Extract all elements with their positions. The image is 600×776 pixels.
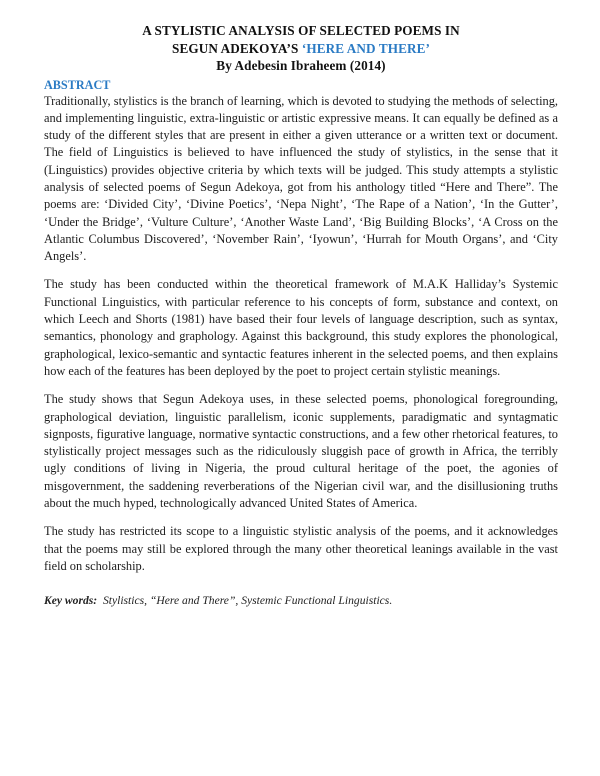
title-anthology-name: ‘HERE AND THERE’: [301, 40, 430, 56]
keywords-value: Stylistics, “Here and There”, Systemic Functional Linguistics.: [97, 594, 393, 608]
abstract-paragraph-1: Traditionally, stylistics is the branch of learning, which is devoted to studying the methods of selecting, and implementing linguistic, extra-linguistic or artistic expressive means. It can equally be defined as a study of the different styles that are present in either a given utterance or a written text or document. The field of Linguistics is believed to have influenced the study of stylistics, in the sense that it (Linguistics) provides objective criteria by which texts will be judged. This study attempts a stylistic analysis of selected poems of Segun Adekoya, got from his anthology titled “Here and There”. The poems are: ‘Divided City’, ‘Divine Poetics’, ‘Nepa Night’, ‘The Rape of a Nation’, ‘In the Gutter’, ‘Under the Bridge’, ‘Vulture Culture’, ‘Another Waste Land’, ‘Big Building Blocks’, ‘A Cross on the Atlantic Columbus Discovered’, ‘November Rain’, ‘Iyowun’, ‘Hurrah for Mouth Organs’, and ‘City Angels’.: [44, 93, 558, 264]
title-line-2: [44, 40, 558, 58]
abstract-paragraph-4: The study has restricted its scope to a linguistic stylistic analysis of the poems, and it acknowledges that the poems may still be explored through the many other theoretical leanings available in the vast field on scholarship.: [44, 524, 558, 573]
title-line-1: A STYLISTIC ANALYSIS OF SELECTED POEMS IN: [142, 23, 460, 38]
author-byline: By Adebesin Ibraheem (2014): [216, 58, 386, 73]
abstract-paragraph-2: The study has been conducted within the theoretical framework of M.A.K Halliday’s Systemic Functional Linguistics, with particular reference to his concepts of form, substance and context, on which Leech and Shorts (1981) have based their four levels of language description, such as syntax, semantics, phonology and graphology. Against this background, this study explores the phonological, graphological, lexico-semantic and syntactic features inherent in the selected poems, and then explains how each of the features has been deployed by the poet to project certain stylistic meanings.: [44, 277, 558, 378]
keywords-line: [44, 592, 558, 609]
document-page: [44, 22, 558, 609]
keywords-label: Key words:: [44, 594, 98, 608]
abstract-paragraph-3: The study shows that Segun Adekoya uses, in these selected poems, phonological foregrounding, graphological deviation, linguistic parallelism, iconic supplements, paradigmatic and syntagmatic signposts, figurative language, normative syntactic constructions, and a few other rhetorical features, to stylistically project messages such as the ridiculously sluggish pace of growth in Africa, the terribly ugly conditions of living in Nigeria, the proud cultural heritage of the poet, the agonies of misgovernment, the saddening reverberations of the Nigerian civil war, and the disillusioning truths about the much hyped, technologically advanced United States of America.: [44, 392, 558, 511]
document-title: [44, 22, 558, 75]
abstract-heading: ABSTRACT: [44, 77, 111, 92]
title-line-2-prefix: SEGUN ADEKOYA’S: [172, 40, 302, 56]
